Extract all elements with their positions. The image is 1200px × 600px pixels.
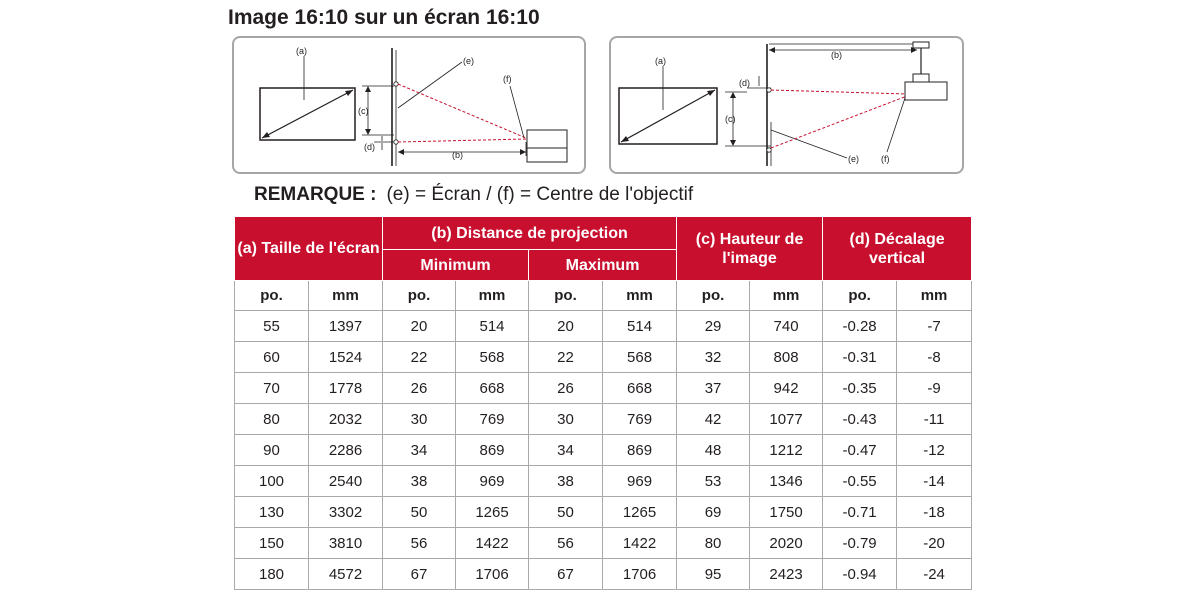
- table-cell: 568: [603, 342, 677, 373]
- header-throw-distance: (b) Distance de projection: [383, 217, 677, 250]
- table-cell: 769: [603, 404, 677, 435]
- table-cell: 34: [529, 435, 603, 466]
- table-cell: 67: [529, 559, 603, 590]
- table-cell: -0.31: [823, 342, 897, 373]
- table-cell: 53: [677, 466, 750, 497]
- dim-c-arrow-up: [365, 86, 371, 92]
- table-cell: 20: [383, 311, 456, 342]
- label-d: (d): [739, 78, 750, 88]
- table-cell: 4572: [309, 559, 383, 590]
- unit-header: mm: [897, 281, 972, 311]
- label-f-leader: [887, 98, 905, 152]
- label-b: (b): [831, 50, 842, 60]
- table-cell: 150: [235, 528, 309, 559]
- screen-bottom-point: [767, 148, 771, 152]
- table-cell: 969: [603, 466, 677, 497]
- label-f: (f): [881, 154, 890, 164]
- floor-projection-diagram: [232, 36, 586, 174]
- unit-header: mm: [603, 281, 677, 311]
- table-cell: -0.28: [823, 311, 897, 342]
- unit-header: po.: [529, 281, 603, 311]
- table-cell: 1397: [309, 311, 383, 342]
- table-cell: 869: [603, 435, 677, 466]
- table-cell: 1750: [750, 497, 823, 528]
- table-cell: 808: [750, 342, 823, 373]
- table-row: [235, 435, 972, 466]
- table-cell: 34: [383, 435, 456, 466]
- projection-bottom-line: [771, 96, 907, 148]
- header-image-height: (c) Hauteur de l'image: [677, 217, 823, 281]
- table-cell: 869: [456, 435, 529, 466]
- table-cell: 22: [383, 342, 456, 373]
- table-row: [235, 528, 972, 559]
- table-cell: 740: [750, 311, 823, 342]
- table-cell: 2540: [309, 466, 383, 497]
- table-cell: -0.71: [823, 497, 897, 528]
- projector-body: [527, 130, 567, 148]
- table-cell: 69: [677, 497, 750, 528]
- note: [254, 184, 693, 206]
- table-cell: -0.47: [823, 435, 897, 466]
- table-cell: -12: [897, 435, 972, 466]
- table-cell: 514: [456, 311, 529, 342]
- label-a: (a): [655, 56, 666, 66]
- table-cell: -0.94: [823, 559, 897, 590]
- table-cell: 1077: [750, 404, 823, 435]
- table-cell: -9: [897, 373, 972, 404]
- table-cell: 56: [529, 528, 603, 559]
- table-cell: 942: [750, 373, 823, 404]
- label-e: (e): [848, 154, 859, 164]
- note-label: REMARQUE :: [254, 184, 377, 205]
- screen-top-point: [394, 82, 398, 86]
- table-body: [235, 311, 972, 590]
- table-cell: 26: [383, 373, 456, 404]
- table-cell: 29: [677, 311, 750, 342]
- screen-bottom-point: [394, 140, 398, 144]
- projection-top-line: [771, 90, 907, 94]
- projection-size-table: [234, 216, 972, 590]
- table-cell: 80: [235, 404, 309, 435]
- table-cell: 969: [456, 466, 529, 497]
- projector-base: [527, 148, 567, 162]
- table-cell: 37: [677, 373, 750, 404]
- projector-body: [905, 82, 947, 100]
- unit-header: mm: [750, 281, 823, 311]
- page-title: Image 16:10 sur un écran 16:10: [228, 6, 540, 29]
- label-f: (f): [503, 74, 512, 84]
- table-cell: 514: [603, 311, 677, 342]
- dim-b-arrow-left: [769, 47, 775, 53]
- ceiling-mount-bracket: [913, 74, 929, 82]
- table-cell: 2032: [309, 404, 383, 435]
- table-cell: -8: [897, 342, 972, 373]
- table-cell: 1265: [456, 497, 529, 528]
- table-cell: 42: [677, 404, 750, 435]
- table-cell: 100: [235, 466, 309, 497]
- diagonal-arrowhead-up: [707, 90, 715, 96]
- unit-header: mm: [309, 281, 383, 311]
- table-cell: -0.35: [823, 373, 897, 404]
- label-a: (a): [296, 46, 307, 56]
- table-cell: 3302: [309, 497, 383, 528]
- table-cell: 1706: [603, 559, 677, 590]
- table-cell: -7: [897, 311, 972, 342]
- table-cell: 32: [677, 342, 750, 373]
- table-cell: 668: [603, 373, 677, 404]
- table-cell: 38: [529, 466, 603, 497]
- dim-c-arrow-down: [730, 140, 736, 146]
- table-cell: 769: [456, 404, 529, 435]
- header-screen-size: (a) Taille de l'écran: [235, 217, 383, 281]
- table-cell: 180: [235, 559, 309, 590]
- label-c: (c): [358, 106, 369, 116]
- table-row: [235, 466, 972, 497]
- diagonal-arrow-line: [621, 90, 715, 142]
- table-cell: 568: [456, 342, 529, 373]
- ceiling-diagram-svg: [611, 38, 966, 176]
- label-c: (c): [725, 114, 736, 124]
- table-cell: -0.55: [823, 466, 897, 497]
- table-cell: 3810: [309, 528, 383, 559]
- table-cell: 130: [235, 497, 309, 528]
- dim-b-arrow-right: [520, 149, 526, 155]
- table-cell: 1524: [309, 342, 383, 373]
- table-cell: 1422: [456, 528, 529, 559]
- unit-header: mm: [456, 281, 529, 311]
- table-cell: -20: [897, 528, 972, 559]
- table-cell: 70: [235, 373, 309, 404]
- unit-header: po.: [383, 281, 456, 311]
- dim-b-arrow-left: [398, 149, 404, 155]
- table-cell: -18: [897, 497, 972, 528]
- table-cell: 90: [235, 435, 309, 466]
- table-cell: -14: [897, 466, 972, 497]
- diagonal-arrowhead-down: [621, 136, 629, 142]
- header-maximum: Maximum: [529, 250, 677, 281]
- table-cell: 1346: [750, 466, 823, 497]
- table-cell: 1706: [456, 559, 529, 590]
- table-row: [235, 497, 972, 528]
- table-cell: 67: [383, 559, 456, 590]
- table-cell: 1778: [309, 373, 383, 404]
- table-cell: 95: [677, 559, 750, 590]
- table-cell: 56: [383, 528, 456, 559]
- dim-c-arrow-down: [365, 129, 371, 135]
- label-e: (e): [463, 56, 474, 66]
- table-cell: 38: [383, 466, 456, 497]
- table-cell: 60: [235, 342, 309, 373]
- table-cell: 55: [235, 311, 309, 342]
- table-cell: 1212: [750, 435, 823, 466]
- table-cell: 50: [529, 497, 603, 528]
- unit-header: po.: [823, 281, 897, 311]
- projection-top-line: [398, 84, 526, 138]
- table-row: [235, 373, 972, 404]
- header-vertical-offset: (d) Décalage vertical: [823, 217, 972, 281]
- table-cell: 50: [383, 497, 456, 528]
- table-row: [235, 559, 972, 590]
- table-cell: 30: [383, 404, 456, 435]
- table-cell: -24: [897, 559, 972, 590]
- table-cell: 2020: [750, 528, 823, 559]
- table-cell: 2286: [309, 435, 383, 466]
- table-cell: 30: [529, 404, 603, 435]
- dim-c-arrow-up: [730, 92, 736, 98]
- note-text: (e) = Écran / (f) = Centre de l'objectif: [386, 184, 694, 205]
- label-f-leader: [510, 86, 524, 138]
- diagonal-arrowhead-down: [262, 132, 270, 138]
- table-cell: -0.79: [823, 528, 897, 559]
- projection-bottom-line: [398, 139, 526, 142]
- table-row: [235, 342, 972, 373]
- table-cell: 20: [529, 311, 603, 342]
- ceiling-mount-plate: [913, 42, 929, 48]
- table-cell: 22: [529, 342, 603, 373]
- table-row: [235, 404, 972, 435]
- table-cell: 1265: [603, 497, 677, 528]
- table-cell: 668: [456, 373, 529, 404]
- diagonal-arrow-line: [262, 90, 353, 138]
- label-e-leader: [398, 62, 462, 108]
- floor-diagram-svg: [234, 38, 588, 176]
- label-b: (b): [452, 150, 463, 160]
- unit-header: po.: [677, 281, 750, 311]
- screen-top-point: [767, 88, 771, 92]
- table-cell: 1422: [603, 528, 677, 559]
- unit-header: po.: [235, 281, 309, 311]
- table-cell: 26: [529, 373, 603, 404]
- header-minimum: Minimum: [383, 250, 529, 281]
- table-cell: 80: [677, 528, 750, 559]
- label-d: (d): [364, 142, 375, 152]
- units-row: [235, 281, 972, 311]
- table-cell: -0.43: [823, 404, 897, 435]
- diagonal-arrowhead-up: [345, 90, 353, 96]
- ceiling-projection-diagram: [609, 36, 964, 174]
- table-cell: 2423: [750, 559, 823, 590]
- table-row: [235, 311, 972, 342]
- table-cell: 48: [677, 435, 750, 466]
- table-cell: -11: [897, 404, 972, 435]
